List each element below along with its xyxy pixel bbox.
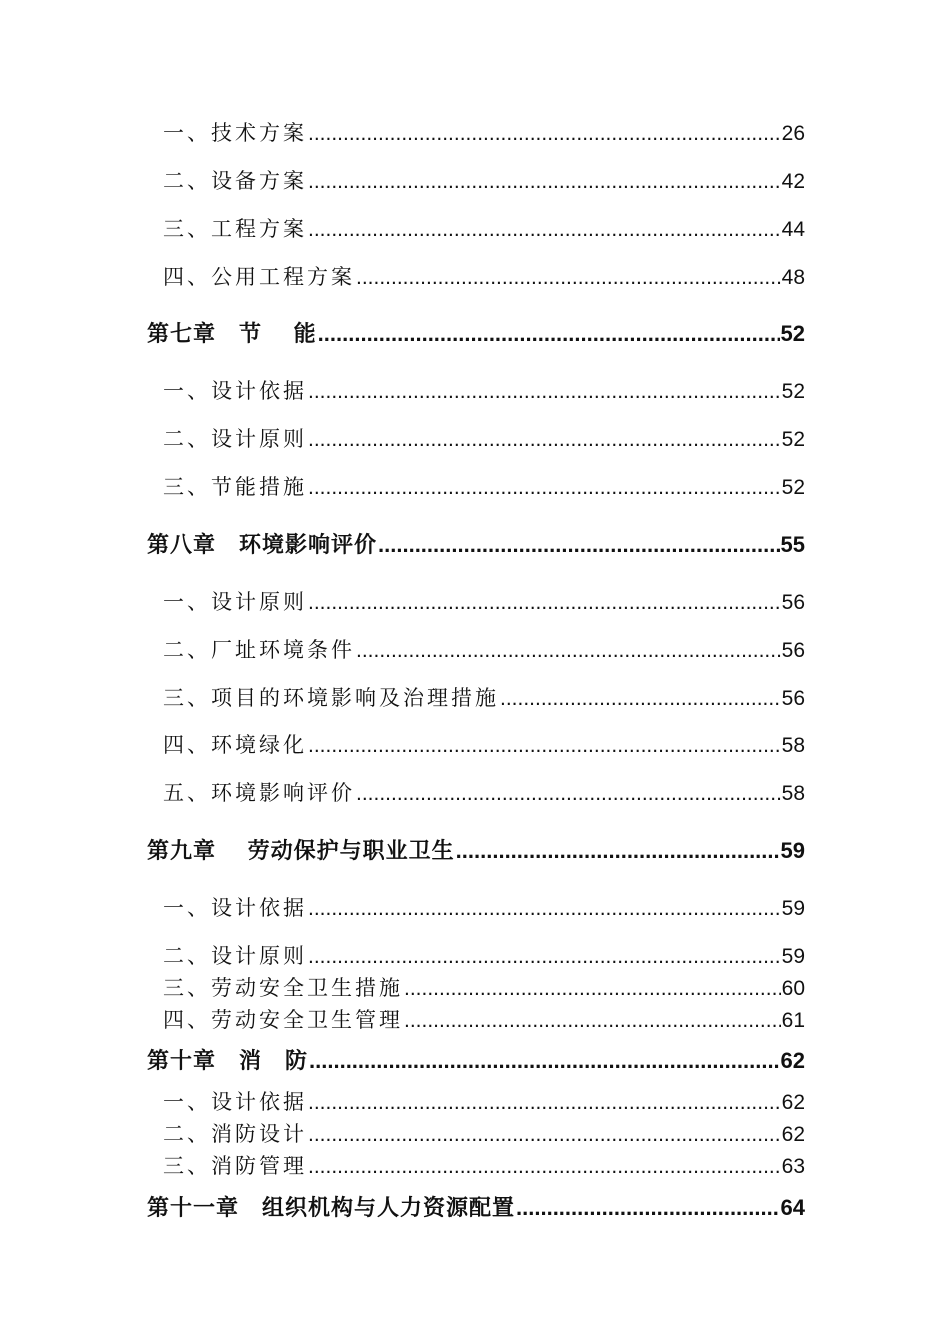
toc-dot-leader [309,1048,780,1074]
toc-entry-title: 二、设备方案 [163,169,307,193]
toc-chapter-page: 64 [780,1195,805,1220]
toc-chapter-entry[interactable] [147,528,805,559]
toc-entry-title: 三、劳动安全卫生措施 [163,976,403,1000]
toc-entry[interactable] [163,972,805,1002]
toc-entry[interactable] [163,940,805,970]
toc-dot-leader [356,639,781,663]
toc-entry-page: 58 [781,782,805,805]
toc-entry-page: 42 [781,170,805,193]
toc-entry-page: 56 [781,639,805,662]
toc-chapter-page: 52 [780,321,805,346]
toc-dot-leader [378,532,780,558]
toc-entry-page: 52 [781,476,805,499]
toc-entry-page: 44 [781,218,805,241]
toc-chapter-page: 62 [780,1048,805,1073]
toc-entry[interactable] [163,213,805,243]
toc-entry-page: 59 [781,945,805,968]
toc-dot-leader [308,897,781,921]
toc-entry[interactable] [163,682,805,712]
toc-entry-title: 一、设计依据 [163,379,307,403]
toc-entry-page: 62 [781,1123,805,1146]
toc-dot-leader [318,321,780,347]
toc-entry-title: 三、项目的环境影响及治理措施 [163,686,499,710]
toc-dot-leader [308,1155,781,1179]
toc-dot-leader [404,977,781,1001]
toc-dot-leader [308,218,781,242]
toc-entry[interactable] [163,117,805,147]
toc-entry-title: 四、环境绿化 [163,733,307,757]
toc-dot-leader [308,122,781,146]
toc-dot-leader [308,380,781,404]
toc-entry-page: 56 [781,687,805,710]
toc-chapter-entry[interactable] [147,1191,805,1222]
toc-chapter-title: 第十一章 组织机构与人力资源配置 [147,1196,516,1221]
toc-entry[interactable] [163,1118,805,1148]
toc-entry-title: 五、环境影响评价 [163,781,355,805]
toc-entry[interactable] [163,729,805,759]
toc-chapter-entry[interactable] [147,317,805,348]
toc-chapter-entry[interactable] [147,834,805,865]
toc-dot-leader [356,266,781,290]
toc-entry[interactable] [163,586,805,616]
toc-entry[interactable] [163,892,805,922]
toc-entry-title: 一、设计依据 [163,1090,307,1114]
toc-chapter-title: 第七章 节 能 [147,322,317,347]
toc-dot-leader [308,1091,781,1115]
toc-chapter-page: 59 [780,838,805,863]
toc-entry[interactable] [163,1004,805,1034]
toc-dot-leader [308,428,781,452]
toc-dot-leader [308,476,781,500]
toc-entry-page: 60 [781,977,805,1000]
toc-entry[interactable] [163,1150,805,1180]
toc-entry-title: 二、消防设计 [163,1122,307,1146]
toc-dot-leader [308,945,781,969]
toc-entry-page: 52 [781,380,805,403]
toc-dot-leader [308,170,781,194]
toc-dot-leader [356,782,781,806]
toc-entry[interactable] [163,165,805,195]
toc-dot-leader [308,1123,781,1147]
toc-chapter-page: 55 [780,532,805,557]
toc-entry-title: 三、工程方案 [163,217,307,241]
toc-entry[interactable] [163,423,805,453]
toc-entry[interactable] [163,634,805,664]
toc-dot-leader [456,838,780,864]
toc-entry-page: 52 [781,428,805,451]
toc-entry-page: 48 [781,266,805,289]
toc-entry[interactable] [163,261,805,291]
toc-entry[interactable] [163,375,805,405]
toc-entry-page: 61 [781,1009,805,1032]
toc-entry-title: 二、设计原则 [163,427,307,451]
toc-chapter-title: 第十章 消 防 [147,1049,309,1074]
toc-entry-title: 四、劳动安全卫生管理 [163,1008,403,1032]
toc-chapter-title: 第八章 环境影响评价 [147,533,378,558]
toc-entry-title: 三、消防管理 [163,1154,307,1178]
toc-dot-leader [404,1009,781,1033]
toc-entry-title: 四、公用工程方案 [163,265,355,289]
toc-entry-page: 58 [781,734,805,757]
toc-entry-title: 一、技术方案 [163,121,307,145]
toc-entry-page: 63 [781,1155,805,1178]
toc-entry[interactable] [163,777,805,807]
toc-entry-title: 三、节能措施 [163,475,307,499]
toc-dot-leader [308,591,781,615]
toc-entry[interactable] [163,471,805,501]
toc-entry-page: 26 [781,122,805,145]
toc-dot-leader [308,734,781,758]
toc-entry-page: 59 [781,897,805,920]
toc-entry-title: 一、设计依据 [163,896,307,920]
toc-chapter-title: 第九章 劳动保护与职业卫生 [147,839,455,864]
toc-entry-page: 56 [781,591,805,614]
toc-dot-leader [516,1195,780,1221]
toc-entry-title: 二、设计原则 [163,944,307,968]
toc-entry-page: 62 [781,1091,805,1114]
toc-dot-leader [500,687,781,711]
toc-entry-title: 二、厂址环境条件 [163,638,355,662]
toc-entry[interactable] [163,1086,805,1116]
toc-entry-title: 一、设计原则 [163,590,307,614]
toc-chapter-entry[interactable] [147,1044,805,1075]
